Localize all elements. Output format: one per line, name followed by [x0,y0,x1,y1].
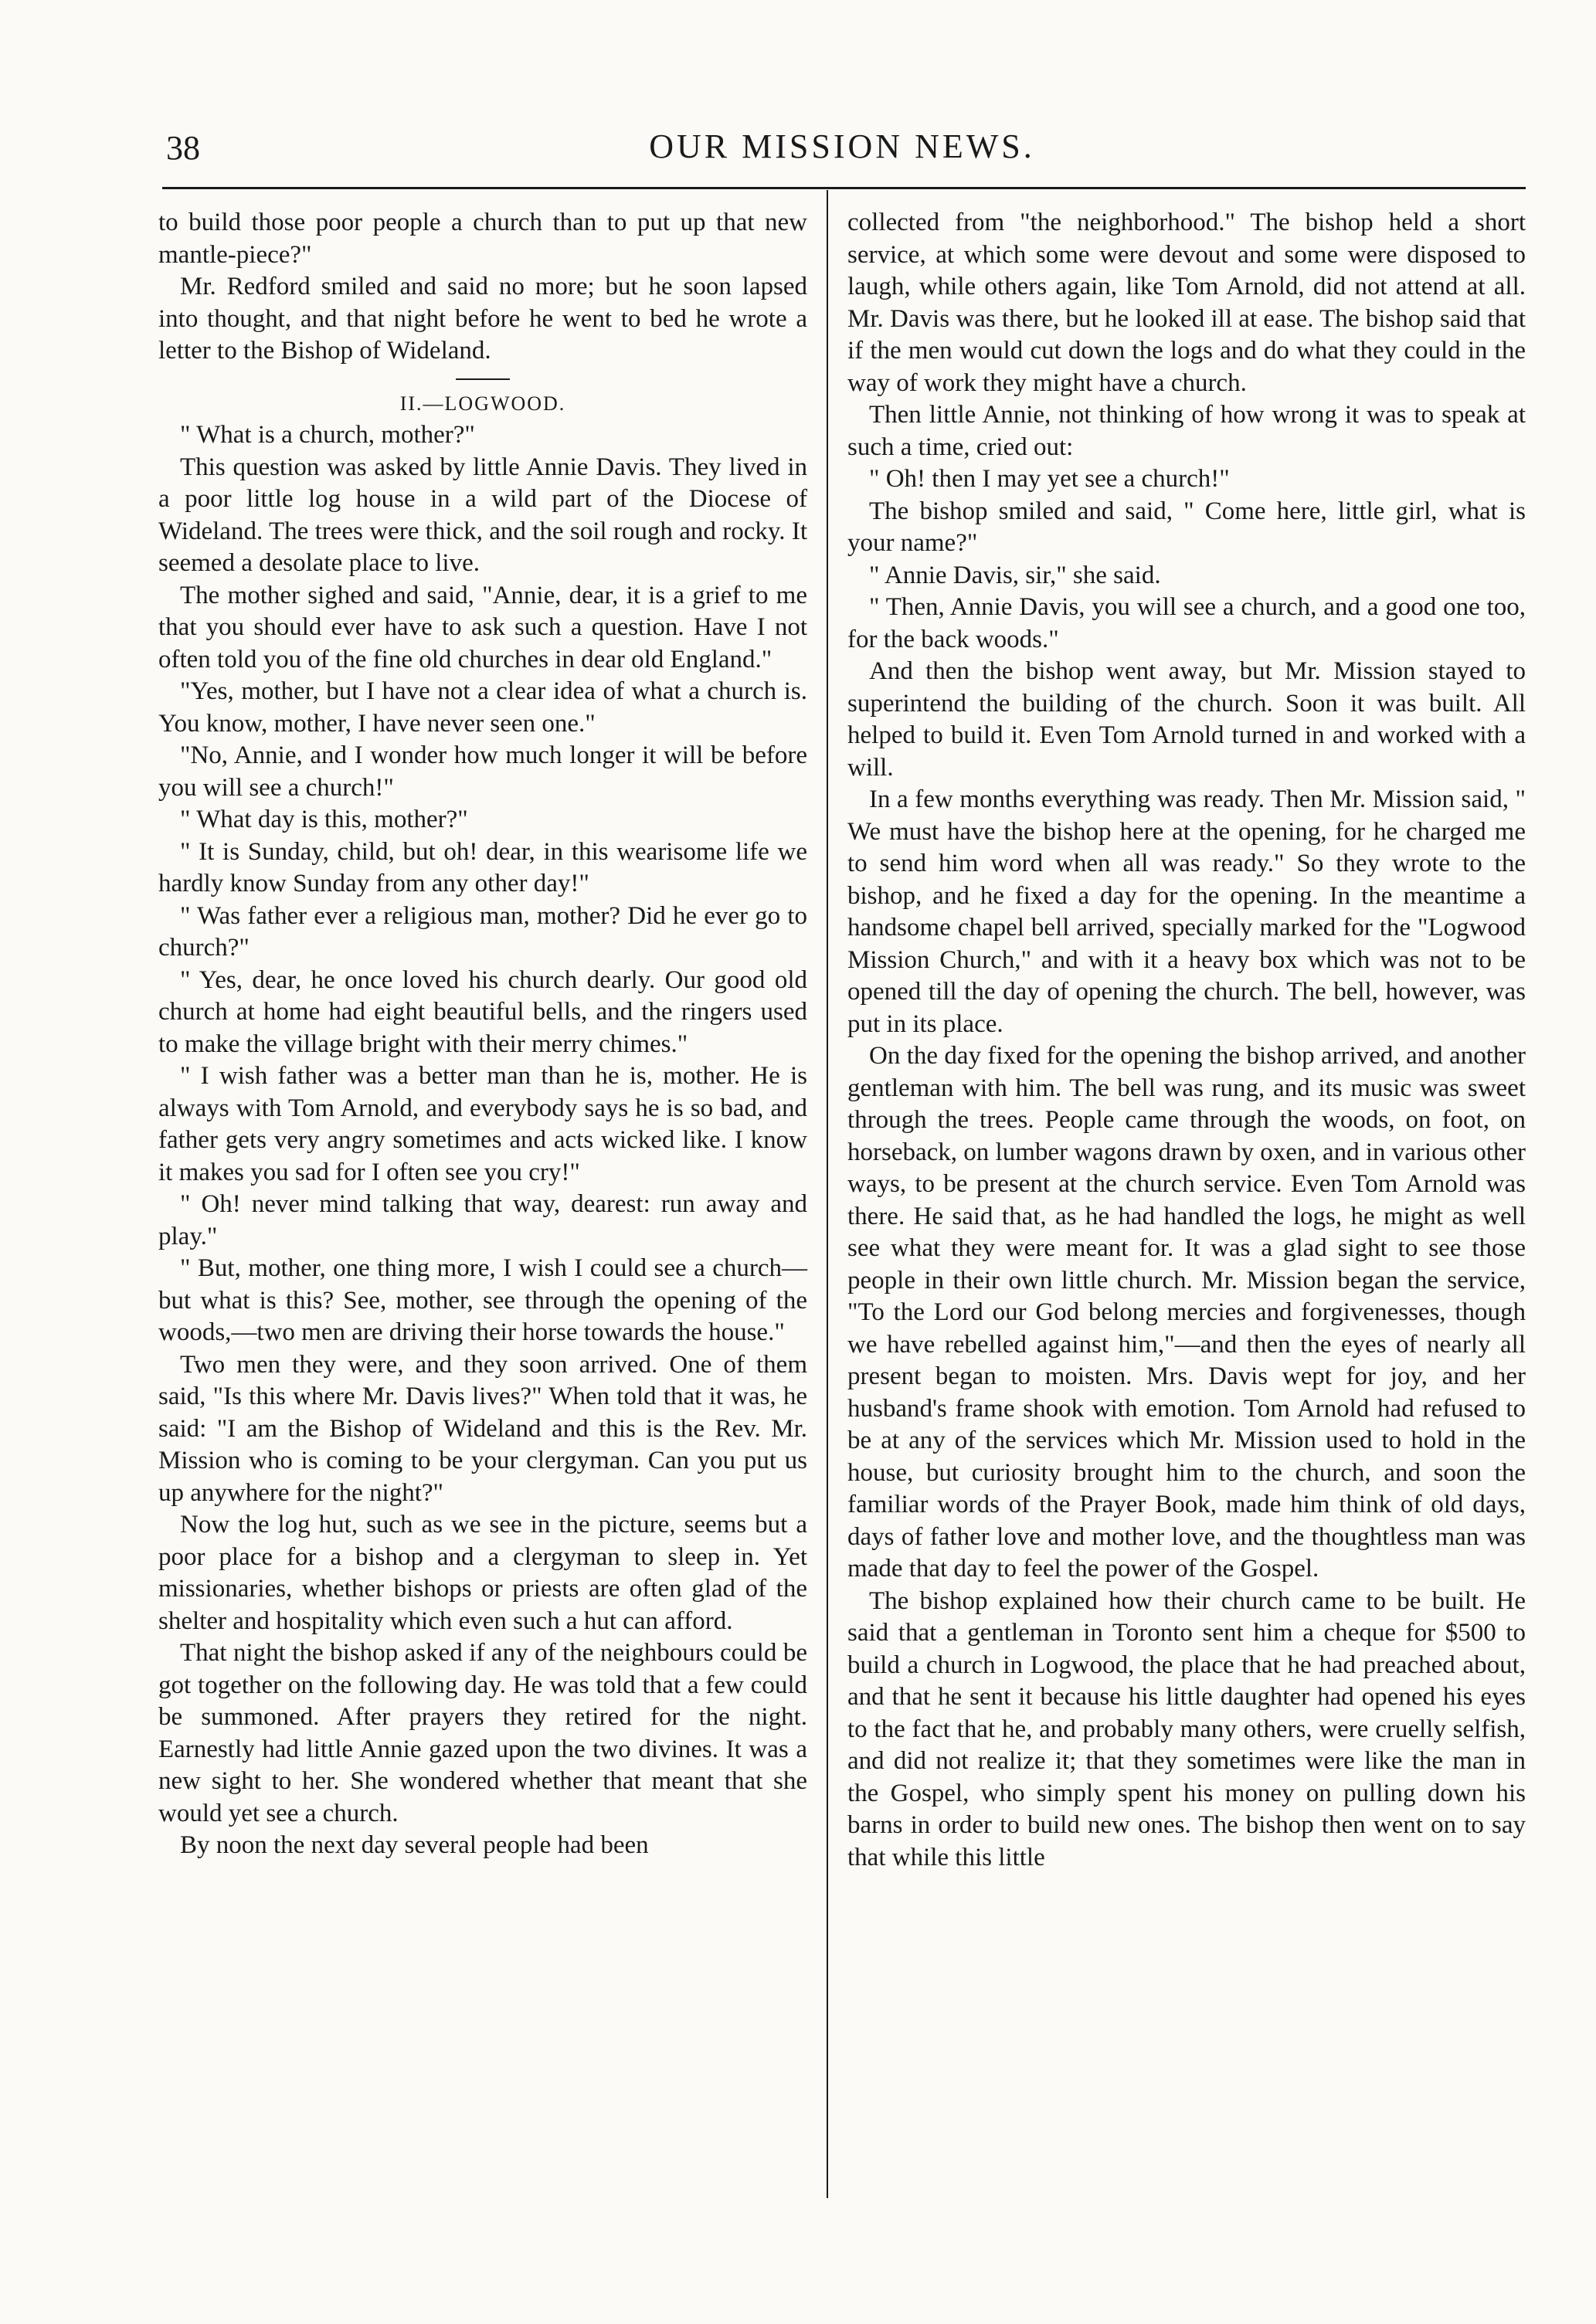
paragraph: "No, Annie, and I wonder how much longer it will be before you will see a church!" [158,741,807,802]
paragraph: collected from "the neighborhood." The bishop held a short service, at which some were devout and some were disposed to laugh, while others again, like Tom Arnold, did not attend at all. Mr. Davis was there, but he looked ill at ease. The bishop said that if the men would cut down the logs and do what they could in the way of work they might have a church. [847,209,1526,397]
paragraph: " What is a church, mother?" [180,421,475,449]
paragraph: " Was father ever a religious man, mother? Did he ever go to church?" [158,901,807,962]
right-column [847,207,1526,1874]
paragraph: The bishop smiled and said, " Come here, little girl, what is your name?" [847,497,1526,557]
paragraph: On the day fixed for the opening the bishop arrived, and another gentleman with him. The bell was rung, and its music was sweet through the trees. People came through the woods, on foot, on horseback, on lumber wagons drawn by oxen, and in various other ways, to be present at the church service. Even Tom Arnold was there. He said that, as he had handled the logs, he might as well see what they were meant for. It was a glad sight to see those people in their own little church. Mr. Mission began the service, "To the Lord our God belong mercies and forgivenesses, though we have rebelled against him,"—and then the eyes of nearly all present began to moisten. Mrs. Davis wept for joy, and her husband's frame shook with emotion. Tom Arnold had refused to be at any of the services which Mr. Mission used to hold in the house, but curiosity brought him to the church, and soon the familiar words of the Prayer Book, made him think of old days, days of father love and mother love, and the thoughtless man was made that day to feel the power of the Gospel. [847,1042,1526,1583]
publication-title: OUR MISSION NEWS. [649,127,1035,165]
paragraph: The mother sighed and said, "Annie, dear, it is a grief to me that you should ever have to ask such a question. Have I not often told you of the fine old churches in dear old England." [158,581,807,673]
paragraph: " Oh! then I may yet see a church!" [869,465,1230,493]
paragraph: Now the log hut, such as we see in the picture, seems but a poor place for a bishop and a clergyman to sleep in. Yet missionaries, whether bishops or priests are often glad of the shelter and hospitality which even such a hut can afford. [158,1511,807,1635]
paragraph: " Oh! never mind talking that way, dearest: run away and play." [158,1190,807,1250]
section-heading: II.—LOGWOOD. [399,392,566,415]
paragraph: Then little Annie, not thinking of how wrong it was to speak at such a time, cried out: [847,401,1526,461]
paragraph: " But, mother, one thing more, I wish I could see a church—but what is this? See, mother, see through the opening of the woods,—two men are driving their horse towards the house." [158,1254,807,1346]
paragraph: Two men they were, and they soon arrived. One of them said, "Is this where Mr. Davis lives?" When told that it was, he said: "I am the Bishop of Wideland and this is the Rev. Mr. Mission who is coming to be your clergyman. Can you put us up anywhere for the night?" [158,1350,807,1507]
paragraph: " I wish father was a better man than he is, mother. He is always with Tom Arnold, and everybody says he is so bad, and father gets very angry sometimes and acts wicked like. I know it makes you sad for I often see you cry!" [158,1062,807,1186]
paragraph: In a few months everything was ready. Then Mr. Mission said, " We must have the bishop here at the opening, for he charged me to send him word when all was ready." So they wrote to the bishop, and he fixed a day for the opening. In the meantime a handsome chapel bell arrived, specially marked for the "Logwood Mission Church," and with it a heavy box which was not to be opened till the day of opening the church. The bell, however, was put in its place. [847,785,1526,1038]
paragraph: " Annie Davis, sir," she said. [869,561,1161,589]
paragraph: " What day is this, mother?" [180,806,468,833]
paragraph: Mr. Redford smiled and said no more; but he soon lapsed into thought, and that night before he went to bed he wrote a letter to the Bishop of Wideland. [158,273,807,365]
paragraph: And then the bishop went away, but Mr. Mission stayed to superintend the building of the church. Soon it was built. All helped to build it. Even Tom Arnold turned in and worked with a will. [847,657,1526,782]
left-column [158,207,807,1862]
page-header [158,122,1526,176]
paragraph: to build those poor people a church than to put up that new mantle-piece?" [158,209,807,269]
paragraph: That night the bishop asked if any of the neighbours could be got together on the following day. He was told that a few could be summoned. After prayers they retired for the night. Earnestly had little Annie gazed upon the two divines. It was a new sight to her. She wondered whether that meant that she would yet see a church. [158,1639,807,1827]
column-divider [827,190,828,2198]
page-number: 38 [166,129,200,167]
paragraph: The bishop explained how their church came to be built. He said that a gentleman in Toronto sent him a cheque for $500 to build a church in Logwood, the place that he had preached about, and that he sent it because his little daughter had opened his eyes to the fact that he, and probably many others, were cruelly selfish, and did not realize it; that they sometimes were like the man in the Gospel, who simply spent his money on pulling down his barns in order to build new ones. The bishop then went on to say that while this little [847,1586,1526,1871]
paragraph: " It is Sunday, child, but oh! dear, in this wearisome life we hardly know Sunday from any other day!" [158,837,807,897]
section-divider [456,378,510,380]
paragraph: " Then, Annie Davis, you will see a church, and a good one too, for the back woods." [847,593,1526,653]
header-rule [162,187,1526,189]
paragraph: This question was asked by little Annie Davis. They lived in a poor little log house in a wild part of the Diocese of Wideland. The trees were thick, and the soil rough and rocky. It seemed a desolate place to live. [158,453,807,577]
paragraph: " Yes, dear, he once loved his church dearly. Our good old church at home had eight beautiful bells, and the ringers used to make the village bright with their merry chimes." [158,965,807,1058]
paragraph: By noon the next day several people had been [180,1831,649,1859]
paragraph: "Yes, mother, but I have not a clear idea of what a church is. You know, mother, I have never seen one." [158,677,807,738]
